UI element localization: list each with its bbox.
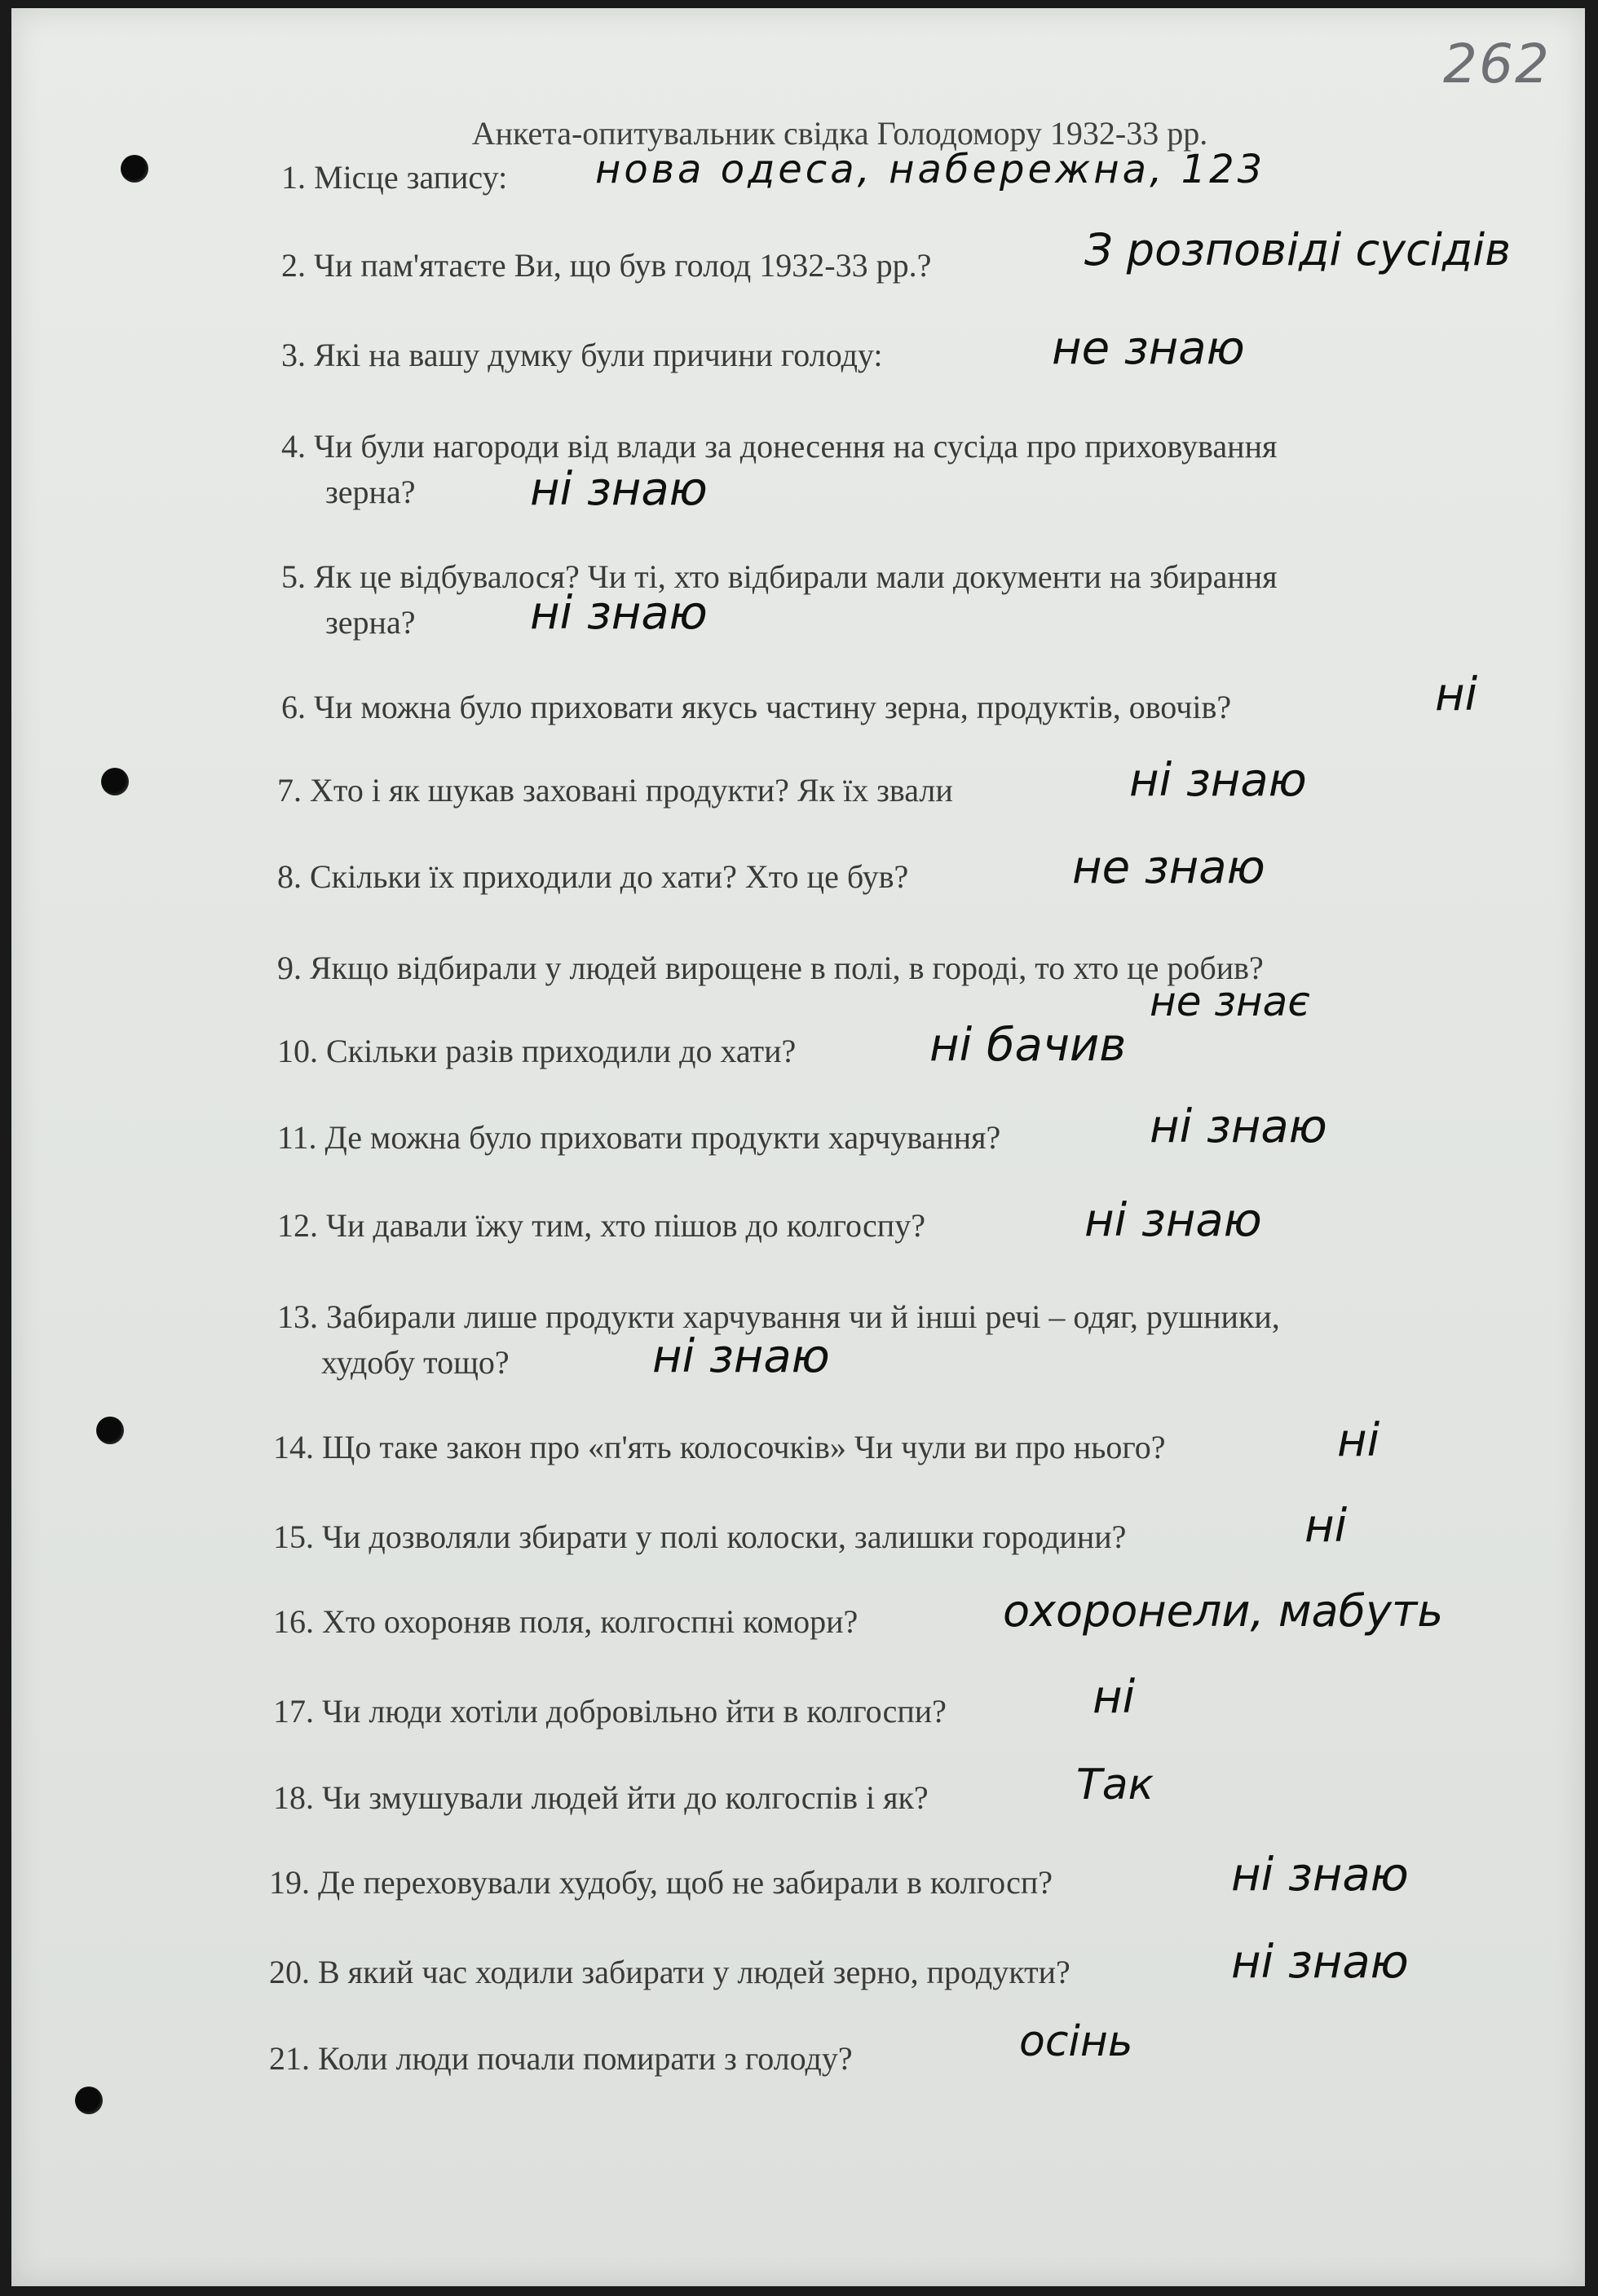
handwritten-answer: З розповіді сусідів [1084,224,1511,275]
question-number: 16. [273,1603,314,1640]
question-number: 8. [277,858,302,895]
handwritten-answer: не знає [1150,978,1310,1025]
question-text: Чи можна було приховати якусь частину зерна, продуктів, овочів? [314,689,1232,725]
question-4 [281,424,1277,515]
question-text: Де можна було приховати продукти харчування? [324,1119,1001,1156]
question-text: Забирали лише продукти харчування чи й інші речі – одяг, рушники, [326,1298,1280,1335]
question-8 [277,854,908,900]
question-number: 1. [281,159,306,196]
question-2 [281,243,931,289]
question-19 [269,1860,1053,1906]
question-3 [281,333,883,378]
handwritten-answer: ні [1337,1414,1380,1467]
question-text: Коли люди почали помирати з голоду? [318,2040,853,2077]
question-text: Чи люди хотіли добровільно йти в колгоспи? [322,1693,947,1730]
question-text-continued: зерна? [325,604,416,641]
handwritten-answer: Так [1076,1761,1154,1809]
question-9 [277,945,1264,991]
question-15 [273,1514,1126,1560]
question-number: 12. [277,1207,318,1244]
handwritten-answer: ні бачив [929,1019,1127,1072]
question-20 [269,1950,1070,1995]
question-number: 9. [277,950,302,986]
handwritten-answer: ні знаю [1129,754,1307,807]
question-text: В який час ходили забирати у людей зерно, продукти? [318,1954,1070,1990]
question-number: 11. [277,1119,317,1156]
question-14 [273,1425,1166,1470]
question-text: Що таке закон про «п'ять колосочків» Чи чули ви про нього? [322,1429,1166,1465]
handwritten-answer: ні знаю [1231,1936,1409,1989]
page-title: Анкета-опитувальник свідка Голодомору 1932-33 рр. [471,115,1208,152]
question-10 [277,1029,796,1074]
question-text: Чи були нагороди від влади за донесення на сусіда про приховування [314,428,1278,465]
question-text: Хто охороняв поля, колгоспні комори? [322,1603,859,1640]
question-number: 19. [269,1864,310,1901]
question-number: 20. [269,1954,310,1990]
handwritten-answer: не знаю [1072,841,1265,894]
question-number: 21. [269,2040,310,2077]
question-5 [281,554,1278,646]
question-number: 7. [277,772,302,809]
question-text: Чи пам'ятаєте Ви, що був голод 1932-33 рр.? [314,247,932,284]
question-text: Як це відбувалося? Чи ті, хто відбирали мали документи на збирання [314,558,1278,595]
question-11 [277,1115,1000,1161]
punch-hole [121,155,148,183]
question-text-continued: зерна? [325,474,416,510]
question-text: Скільки їх приходили до хати? Хто це був? [310,858,909,895]
question-18 [273,1775,929,1821]
handwritten-answer: ні знаю [530,463,708,516]
question-1 [281,155,507,201]
question-number: 3. [281,337,306,373]
question-7 [277,768,953,813]
handwritten-answer: ні знаю [1084,1194,1262,1247]
handwritten-answer: осінь [1019,2017,1133,2066]
handwritten-answer: ні знаю [652,1330,830,1383]
handwritten-answer: ні [1304,1500,1348,1553]
question-text: Чи змушували людей йти до колгоспів і як? [322,1779,929,1816]
question-number: 15. [273,1518,314,1555]
question-number: 13. [277,1298,318,1335]
question-text-continued: худобу тощо? [321,1344,510,1381]
page-number: 262 [1443,33,1551,95]
handwritten-answer: ні знаю [1231,1849,1409,1902]
punch-hole [75,2087,103,2114]
question-21 [269,2036,853,2082]
question-number: 14. [273,1429,314,1465]
handwritten-answer: ні знаю [1150,1100,1327,1153]
question-text: Які на вашу думку були причини голоду: [314,337,883,373]
question-text: Якщо відбирали у людей вирощене в полі, в городі, то хто це робив? [310,950,1264,986]
handwritten-answer: ні [1435,668,1478,721]
question-text: Чи дозволяли збирати у полі колоски, залишки городини? [322,1518,1127,1555]
question-16 [273,1599,858,1645]
question-number: 4. [281,428,306,465]
question-number: 6. [281,689,306,725]
question-number: 2. [281,247,306,284]
punch-hole [96,1417,124,1444]
punch-hole [101,768,129,795]
question-text: Де переховували худобу, щоб не забирали в колгосп? [318,1864,1053,1901]
question-text: Місце запису: [314,159,508,196]
handwritten-answer: охоронели, мабуть [1003,1585,1444,1637]
handwritten-answer: ні знаю [530,587,708,640]
question-text: Скільки разів приходили до хати? [326,1033,797,1069]
handwritten-answer: не знаю [1052,322,1245,375]
handwritten-answer: нова одеса, набережна, 123 [595,147,1266,192]
question-number: 5. [281,558,306,595]
question-17 [273,1689,947,1734]
question-text: Чи давали їжу тим, хто пішов до колгоспу? [326,1207,925,1244]
question-number: 17. [273,1693,314,1730]
question-6 [281,685,1231,730]
question-number: 18. [273,1779,314,1816]
question-12 [277,1203,925,1249]
question-text: Хто і як шукав заховані продукти? Як їх звали [310,772,953,809]
handwritten-answer: ні [1093,1671,1136,1724]
question-number: 10. [277,1033,318,1069]
